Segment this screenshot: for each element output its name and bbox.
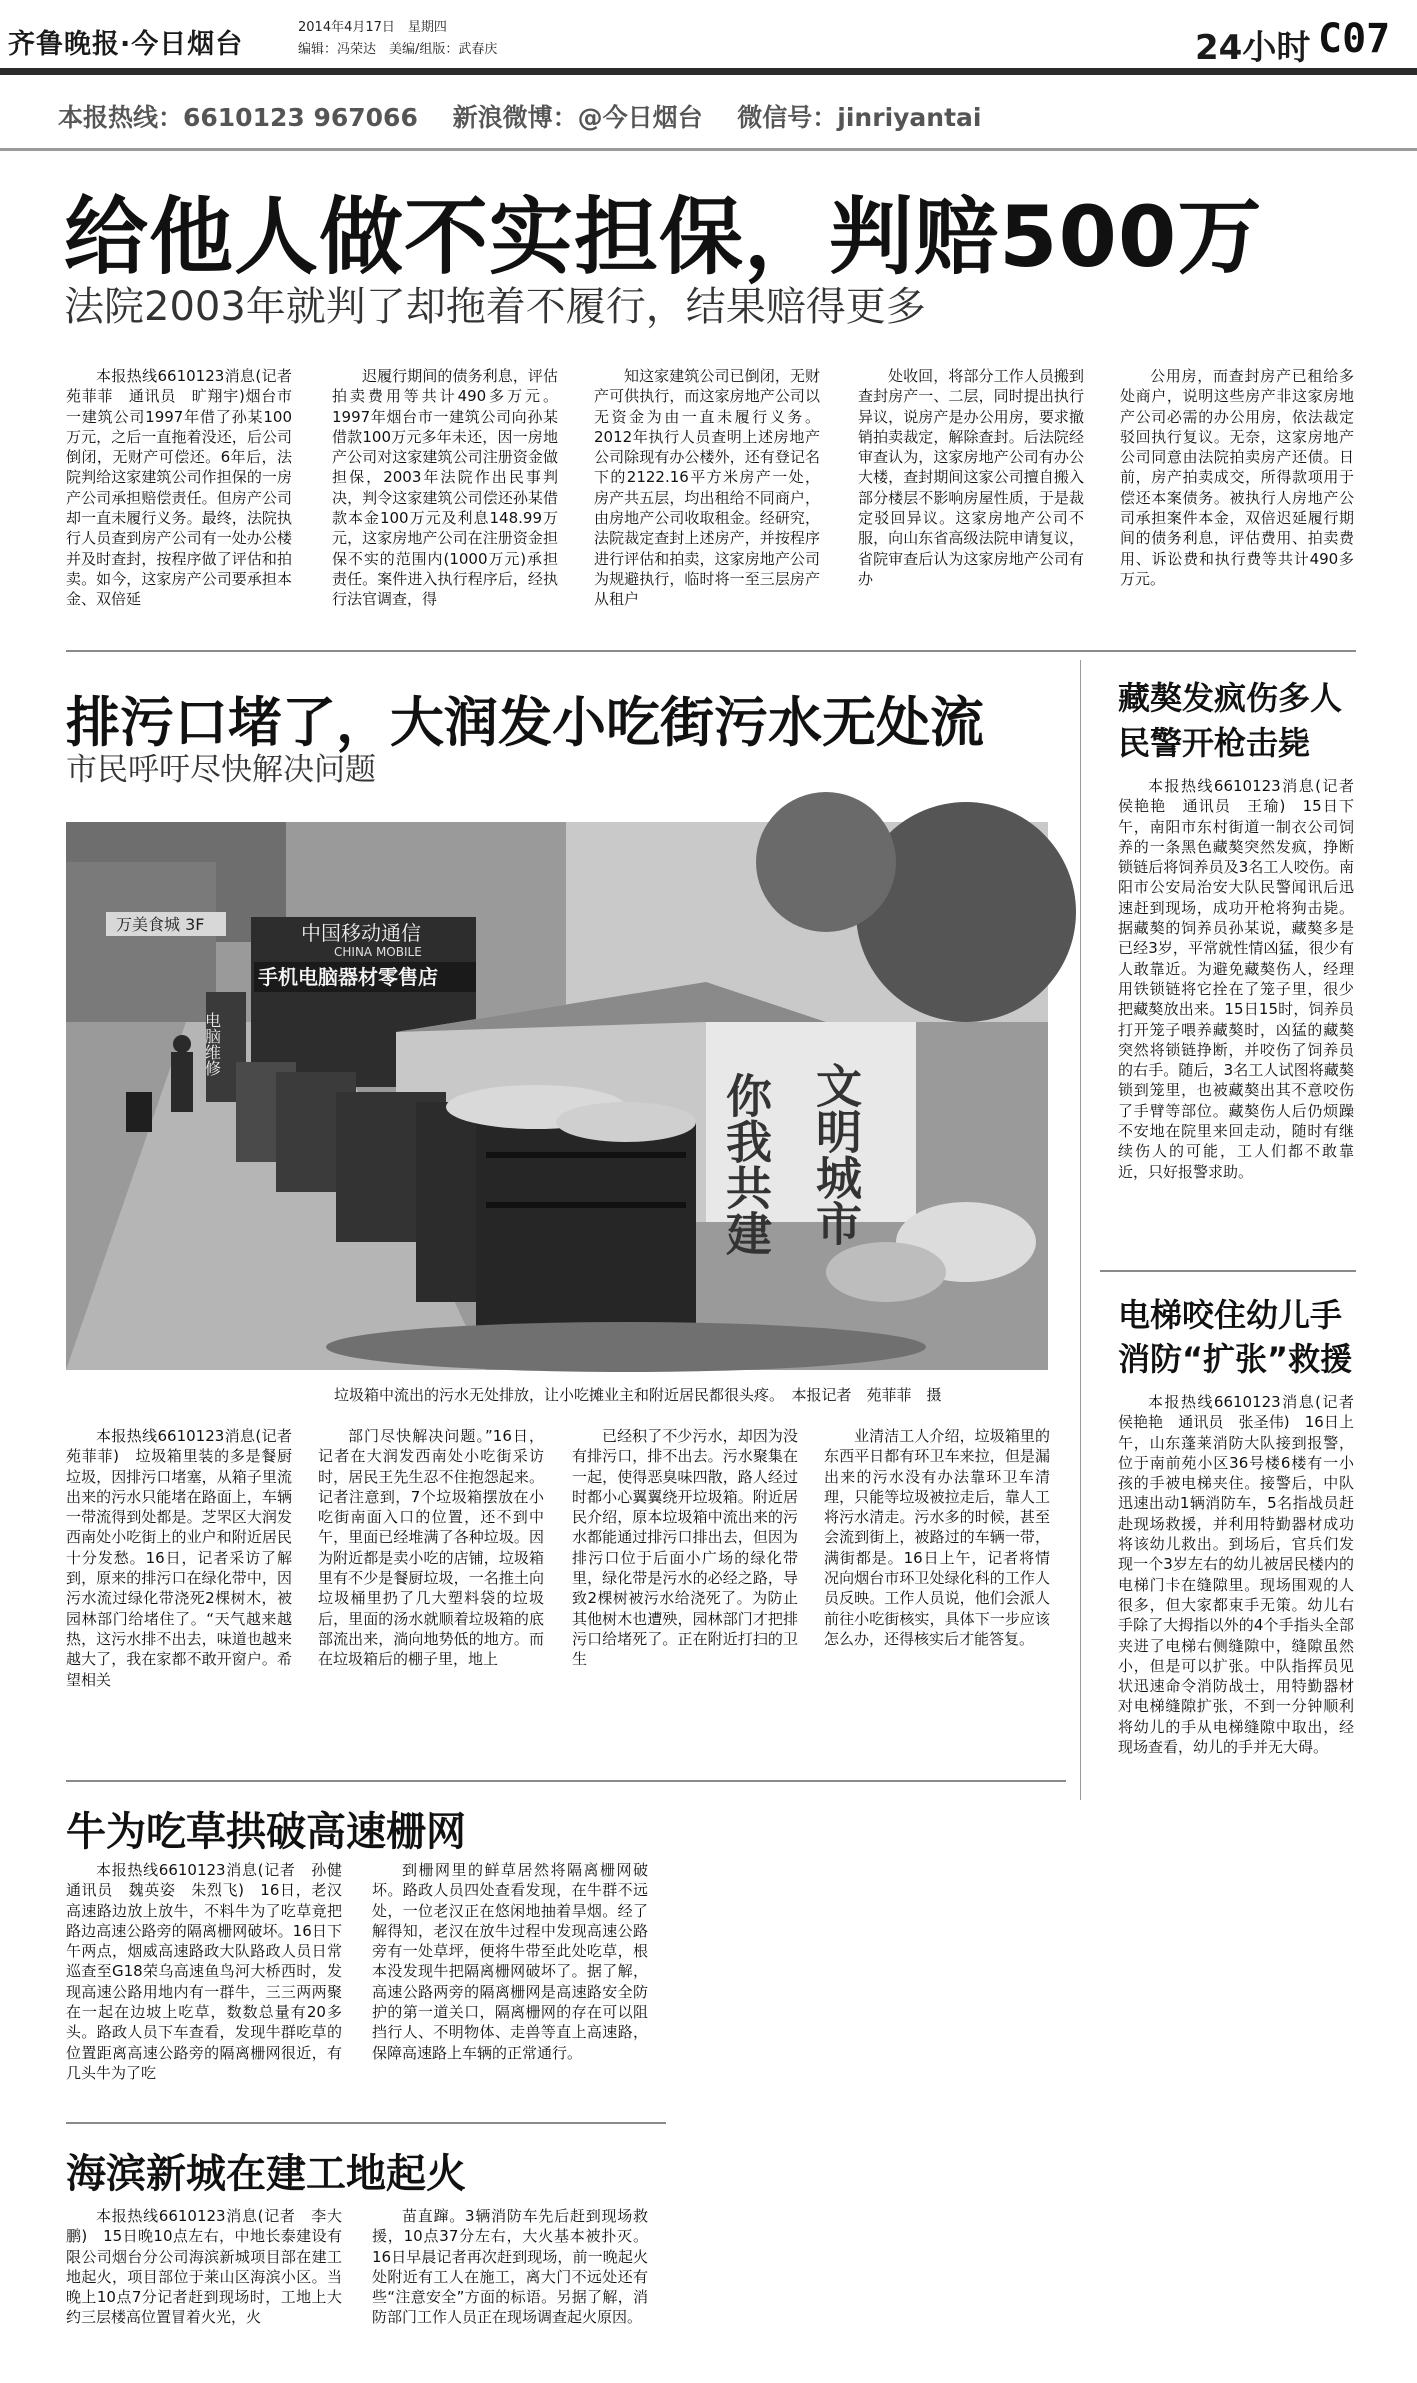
mall-sign: 万美食城 3F — [116, 915, 205, 934]
repair-sign: 电脑维修 — [202, 1012, 222, 1076]
issue-date: 2014年4月17日 星期四 — [298, 20, 447, 35]
story1-column-4: 处收回，将部分工作人员搬到查封房产一、二层，同时提出执行异议，说房产是办公用房，要求撤销拍卖裁定，解除查封。后法院经审查认为，这家房地产公司有办公大楼，查封期间这家公司擅自搬入部分楼层不影响房屋性质，于是裁定驳回异议。这家房地产公司不服，向山东省高级法院申请复议，省院审查后认为这家房地产公司有办 — [858, 367, 1084, 588]
story2-column-4: 业清洁工人介绍，垃圾箱里的东西平日都有环卫车来拉，但是漏出来的污水没有办法靠环卫车清理，只能等垃圾被拉走后，靠人工将污水清走。污水多的时候，甚至会流到街上，被路过的车辆一带，满街都是。16日上午，记者将情况向烟台市环卫处绿化科的工作人员反映。工作人员说，他们会派人前往小吃街核实，具体下一步应该怎么办，还得核实后才能答复。 — [824, 1427, 1050, 1648]
story1-column-3: 知这家建筑公司已倒闭，无财产可供执行，而这家房地产公司以无资金为由一直未履行义务。2012年执行人员查明上述房地产公司除现有办公楼外，还有登记名下的2122.16平方米房产一处，房产共五层，均出租给不同商户，由房地产公司收取租金。经研究，法院裁定查封上述房产，并按程序进行评估和拍卖，这家房地产公司为规避执行，临时将一至三层房产从租户 — [594, 367, 820, 609]
story3-column: 本报热线6610123消息(记者 侯艳艳 通讯员 王瑜) 15日下午，南阳市东村街道一制衣公司饲养的一条黑色藏獒突然发疯，挣断锁链后将饲养员及3名工人咬伤。南阳市公安局治安大队民警闻讯后迅速赶到现场，成功开枪将狗击毙。据藏獒的饲养员孙某说，藏獒多是已经3岁，平常就性情凶猛，很少有人敢靠近。为避免藏獒伤人，经理用铁锁链将它拴在了笼子里，很少把藏獒放出来。15日15时，饲养员打开笼子喂养藏獒时，凶猛的藏獒突然将锁链挣断，并咬伤了饲养员的右手。随后，3名工人试图将藏獒锁到笼里，也被藏獒出其不意咬伤了手臂等部位。藏獒伤人后仍烦躁不安地在院里来回走动，随时有继续伤人的可能，工人们都不敢靠近，只好报警求助。 — [1118, 777, 1370, 1181]
story2-column-3: 已经积了不少污水，却因为没有排污口，排不出去。污水聚集在一起，使得恶臭味四散，路人经过时都小心翼翼绕开垃圾箱。附近居民介绍，原本垃圾箱中流出来的污水都能通过排污口排出去，但因为排污口位于后面小广场的绿化带里，绿化带是污水的必经之路，导致2棵树被污水给浇死了。为防止其他树木也遭殃，园林部门才把排污口给堵死了。正在附近打扫的卫生 — [572, 1427, 798, 1669]
story6-headline: 海滨新城在建工地起火 — [66, 2151, 466, 2197]
story2-column-2: 部门尽快解决问题。”16日，记者在大润发西南处小吃街采访时，居民王先生忍不住抱怨起来。记者注意到，7个垃圾箱摆放在小吃街南面入口的位置，还不到中午，里面已经堆满了各种垃圾。因为附近都是卖小吃的店铺，垃圾箱里有不少是餐厨垃圾，一名推土向垃圾桶里扔了几大塑料袋的垃圾后，里面的汤水就顺着垃圾箱的底部流出来，淌向地势低的地方。而在垃圾箱后的棚子里，地上 — [318, 1427, 544, 1669]
story6-column-1: 本报热线6610123消息(记者 李大鹏) 15日晚10点左右，中地长泰建设有限公司烟台分公司海滨新城项目部在建工地起火，项目部位于莱山区海滨小区。当晚上10点7分记者赶到现场时，工地上大约三层楼高位置冒着火光，火 — [66, 2207, 342, 2327]
hotline-wechat: 微信号：jinriyantai — [737, 103, 982, 132]
story4-column: 本报热线6610123消息(记者 侯艳艳 通讯员 张圣伟) 16日上午，山东蓬莱消防大队接到报警，位于南前苑小区36号楼6楼有一小孩的手被电梯夹住。接警后，中队迅速出动1辆消防车，5名指战员赶赴现场救援，并利用特勤器材成功将该幼儿救出。到场后，官兵们发现一个3岁左右的幼儿被居民楼内的电梯门卡在缝隙里。现场围观的人很多，但大家都束手无策。幼儿右手除了大拇指以外的4个手指头全部夹进了电梯右侧缝隙中，缝隙虽然小，但是可以扩张。中队指挥员见状迅速命令消防战士，用特勤器材对电梯缝隙扩张，不到一分钟顺利将幼儿的手从电梯缝隙中取出，经现场查看，幼儿的手并无大碍。 — [1118, 1393, 1370, 1757]
header-rule — [0, 68, 1417, 75]
story3-headline-1: 藏獒发疯伤多人 — [1118, 679, 1343, 717]
masthead: 齐鲁晚报·今日烟台 — [8, 29, 244, 60]
story4-headline-2: 消防“扩张”救援 — [1118, 1340, 1353, 1378]
lower-divider — [66, 1780, 1066, 1782]
story5-column-2: 到栅网里的鲜草居然将隔离栅网破坏。路政人员四处查看发现，在牛群不远处，一位老汉正在悠闲地抽着旱烟。经了解得知，老汉在放牛过程中发现高速公路旁有一处草坪，便将牛带至此处吃草，根本没发现牛把隔离栅网破坏了。据了解，高速公路两旁的隔离栅网是高速路安全防护的第一道关口，隔离栅网的存在可以阻挡行人、不明物体、走兽等直上高速路，保障高速路上车辆的正常通行。 — [372, 1861, 648, 2062]
story3-divider — [1100, 1270, 1356, 1272]
section-divider — [66, 650, 1356, 652]
story4-headline-1: 电梯咬住幼儿手 — [1118, 1296, 1343, 1334]
story2-column-1: 本报热线6610123消息(记者 苑菲菲) 垃圾箱里装的多是餐厨垃圾，因排污口堵塞，从箱子里流出来的污水只能堵在路面上，车辆一带流得到处都是。芝罘区大润发西南处小吃街上的业户和附近居民十分发愁。16日，记者采访了解到，原来的排污口在绿化带中，因污水流过绿化带浇死2棵树木，被园林部门给堵住了。“天气越来越热，这污水排不出去，味道也越来越大了，我在家都不敢开窗户。希望相关 — [66, 1427, 308, 1689]
hotline-bar — [58, 98, 1008, 134]
mobile-brand-en: CHINA MOBILE — [334, 945, 422, 959]
section-label: 24小时 — [1195, 28, 1311, 68]
story3-headline-2: 民警开枪击毙 — [1118, 724, 1311, 762]
story6-column-2: 苗直蹿。3辆消防车先后赶到现场救援，10点37分左右，大火基本被扑灭。16日早晨记者再次赶到现场，前一晚起火处附近有工人在施工，离大门不远处还有些“注意安全”方面的标语。另据了解，消防部门工作人员正在现场调查起火原因。 — [372, 2207, 648, 2327]
story1-column-1: 本报热线6610123消息(记者苑菲菲 通讯员 旷翔宇)烟台市一建筑公司1997年借了孙某100万元，之后一直拖着没还，后公司倒闭，无财产可偿还。6年后，法院判给这家建筑公司作担保的一房产公司承担赔偿责任。但房产公司却一直未履行义务。最终，法院执行人员查到房产公司有一处办公楼并及时查封，按程序做了评估和拍卖。如今，这家房产公司要承担本金、双倍延 — [66, 367, 292, 609]
hotline-rule — [0, 148, 1417, 151]
hotline-phone: 本报热线：6610123 967066 — [58, 103, 418, 132]
column-divider — [1080, 660, 1081, 1800]
hotline-weibo: 新浪微博：@今日烟台 — [452, 103, 703, 132]
story1-subheadline: 法院2003年就判了却拖着不履行，结果赔得更多 — [64, 284, 926, 330]
story5-divider — [66, 2122, 666, 2124]
photo-caption: 垃圾箱中流出的污水无处排放，让小吃摊业主和附近居民都很头疼。 本报记者 苑菲菲 摄 — [334, 1386, 942, 1404]
news-photo-garbage-bins — [66, 822, 1048, 1370]
story1-column-2: 迟履行期间的债务利息，评估拍卖费用等共计490多万元。1997年烟台市一建筑公司向孙某借款100万元多年未还，因一房地产公司对这家建筑公司注册资金做担保，2003年法院作出民事判决，判令这家建筑公司偿还孙某借款本金100万元及利息148.99万元，这家房地产公司在注册资金担保不实的范围内(1000万元)承担责任。案件进入执行程序后，经执行法官调查，得 — [332, 367, 558, 609]
page-number: C07 — [1318, 16, 1391, 62]
shop-sign: 手机电脑器材零售店 — [258, 965, 438, 989]
story1-column-5: 公用房，而查封房产已租给多处商户，说明这些房产非这家房地产公司必需的办公用房，依法裁定驳回执行复议。无奈，这家房地产公司同意由法院拍卖房产还债。日前，房产拍卖成交，所得款项用于偿还本案债务。被执行人房地产公司承担案件本金，双倍迟延履行期间的债务利息，评估费用、拍卖费用、诉讼费和执行费等共计490多万元。 — [1120, 367, 1354, 588]
wall-slogan-left: 你我共建 — [719, 1072, 773, 1256]
story5-column-1: 本报热线6610123消息(记者 孙健 通讯员 魏英姿 朱烈飞) 16日，老汉高速路边放上放牛，不料牛为了吃草竟把路边高速公路旁的隔离栅网破坏。16日下午两点，烟威高速路政大队路政人员日常巡查至G18荣乌高速鱼鸟河大桥西时，发现高速公路用地内有一群牛，三三两两聚在一起在边坡上吃草，数数总量有20多头。路政人员下车查看，发现牛群吃草的位置距离高速公路旁的隔离栅网很近，有几头牛为了吃 — [66, 1861, 358, 2082]
story2-headline: 排污口堵了，大润发小吃街污水无处流 — [66, 691, 984, 754]
editor-credits: 编辑：冯荣达 美编/组版：武春庆 — [298, 42, 498, 57]
mobile-brand-sign: 中国移动通信 — [301, 921, 421, 945]
story2-subheadline: 市民呼吁尽快解决问题 — [66, 752, 376, 788]
story1-headline: 给他人做不实担保，判赔500万 — [64, 188, 1263, 286]
story5-headline: 牛为吃草拱破高速栅网 — [66, 1809, 466, 1855]
wall-slogan-right: 文明城市 — [809, 1062, 863, 1246]
